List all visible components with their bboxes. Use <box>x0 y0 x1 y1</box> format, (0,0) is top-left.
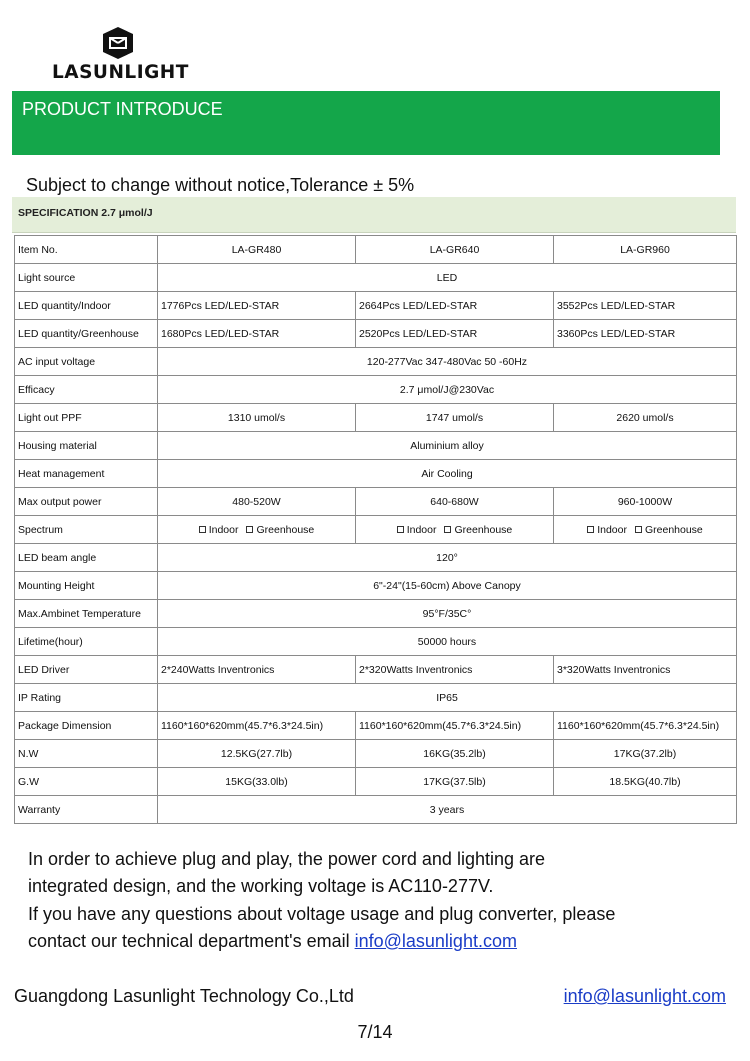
row-label: Light out PPF <box>15 404 158 432</box>
cell-gr960: 3*320Watts Inventronics <box>554 656 737 684</box>
table-row <box>15 376 737 404</box>
checkbox-greenhouse <box>444 526 451 533</box>
checkbox-label: Greenhouse <box>256 523 315 536</box>
voltage-note <box>28 846 728 955</box>
table-row <box>15 544 737 572</box>
cell-gr480: 2*240Watts Inventronics <box>158 656 356 684</box>
box-logo-icon <box>100 26 136 60</box>
row-label: Spectrum <box>15 516 158 544</box>
note-line: If you have any questions about voltage usage and plug converter, please <box>28 903 616 924</box>
row-label: LED Driver <box>15 656 158 684</box>
cell-value: 2.7 μmol/J@230Vac <box>158 376 737 404</box>
cell-gr960: LA-GR960 <box>554 236 737 264</box>
table-row <box>15 712 737 740</box>
page-number: 7/14 <box>357 1022 393 1042</box>
checkbox-label: Greenhouse <box>644 523 703 536</box>
note-line: In order to achieve plug and play, the power cord and lighting are <box>28 849 545 869</box>
row-label: LED quantity/Indoor <box>15 292 158 320</box>
cell-value: 120° <box>158 544 737 572</box>
spec-table <box>14 235 737 824</box>
note-line <box>28 928 728 955</box>
cell-gr640: 17KG(37.5lb) <box>356 768 554 796</box>
checkbox-indoor <box>199 526 206 533</box>
row-label: Package Dimension <box>15 712 158 740</box>
cell-gr480: 1776Pcs LED/LED-STAR <box>158 292 356 320</box>
row-label: AC input voltage <box>15 348 158 376</box>
row-label: Warranty <box>15 796 158 824</box>
cell-value: IP65 <box>158 684 737 712</box>
cell-gr960: 3360Pcs LED/LED-STAR <box>554 320 737 348</box>
table-row <box>15 348 737 376</box>
cell-value: Air Cooling <box>158 460 737 488</box>
row-label: Max.Ambinet Temperature <box>15 600 158 628</box>
cell-value: 3 years <box>158 796 737 824</box>
row-label: Efficacy <box>15 376 158 404</box>
table-row <box>15 684 737 712</box>
checkbox-label: Indoor <box>597 523 627 536</box>
checkbox-greenhouse <box>246 526 253 533</box>
spectrum-options-gr480 <box>158 516 356 544</box>
cell-gr960: 2620 umol/s <box>554 404 737 432</box>
cell-gr640: 16KG(35.2lb) <box>356 740 554 768</box>
spec-title: SPECIFICATION 2.7 μmol/J <box>18 207 153 219</box>
cell-gr960: 3552Pcs LED/LED-STAR <box>554 292 737 320</box>
checkbox-label: Indoor <box>208 523 239 536</box>
cell-gr640: 2*320Watts Inventronics <box>356 656 554 684</box>
email-link[interactable]: info@lasunlight.com <box>354 930 517 951</box>
cell-value: Aluminium alloy <box>158 432 737 460</box>
product-banner <box>12 91 720 155</box>
cell-value: 50000 hours <box>158 628 737 656</box>
table-row <box>15 320 737 348</box>
brand-logo <box>52 24 189 86</box>
note-line-prefix: contact our technical department's email <box>28 930 355 951</box>
cell-gr960: 18.5KG(40.7lb) <box>554 768 737 796</box>
cell-gr640: LA-GR640 <box>356 236 554 264</box>
cell-gr640: 2520Pcs LED/LED-STAR <box>356 320 554 348</box>
cell-gr480: 12.5KG(27.7lb) <box>158 740 356 768</box>
row-label: LED beam angle <box>15 544 158 572</box>
row-label: N.W <box>15 740 158 768</box>
spectrum-options-gr960 <box>554 516 737 544</box>
table-row <box>15 656 737 684</box>
checkbox-greenhouse <box>635 526 642 533</box>
table-row <box>15 404 737 432</box>
row-label: Housing material <box>15 432 158 460</box>
cell-gr480: 1680Pcs LED/LED-STAR <box>158 320 356 348</box>
table-row <box>15 768 737 796</box>
brand-name: LASUNLIGHT <box>52 62 189 83</box>
row-label: Item No. <box>15 236 158 264</box>
note-line: integrated design, and the working voltage is AC110-277V. <box>28 876 494 897</box>
table-row <box>15 432 737 460</box>
cell-gr480: 480-520W <box>158 488 356 516</box>
cell-gr480: 1160*160*620mm(45.7*6.3*24.5in) <box>158 712 356 740</box>
table-row <box>15 236 737 264</box>
cell-gr640: 1747 umol/s <box>356 404 554 432</box>
row-label: Mounting Height <box>15 572 158 600</box>
banner-title: PRODUCT INTRODUCE <box>22 99 223 119</box>
table-row <box>15 740 737 768</box>
cell-value: 95°F/35C° <box>158 600 737 628</box>
cell-gr480: LA-GR480 <box>158 236 356 264</box>
table-row <box>15 264 737 292</box>
checkbox-indoor <box>397 526 404 533</box>
cell-gr960: 1160*160*620mm(45.7*6.3*24.5in) <box>554 712 737 740</box>
row-label: Heat management <box>15 460 158 488</box>
cell-value: LED <box>158 264 737 292</box>
row-label: Lifetime(hour) <box>15 628 158 656</box>
spectrum-options-gr640 <box>356 516 554 544</box>
row-label: Light source <box>15 264 158 292</box>
row-label: IP Rating <box>15 684 158 712</box>
cell-gr640: 1160*160*620mm(45.7*6.3*24.5in) <box>356 712 554 740</box>
table-row <box>15 292 737 320</box>
cell-value: 6"-24"(15-60cm) Above Canopy <box>158 572 737 600</box>
cell-gr640: 640-680W <box>356 488 554 516</box>
row-label: LED quantity/Greenhouse <box>15 320 158 348</box>
checkbox-label: Indoor <box>406 523 437 536</box>
cell-gr960: 960-1000W <box>554 488 737 516</box>
cell-gr640: 2664Pcs LED/LED-STAR <box>356 292 554 320</box>
table-row <box>15 516 737 544</box>
cell-gr480: 15KG(33.0lb) <box>158 768 356 796</box>
table-row <box>15 600 737 628</box>
table-row <box>15 488 737 516</box>
footer-email-link[interactable]: info@lasunlight.com <box>563 986 726 1006</box>
checkbox-indoor <box>587 526 594 533</box>
table-row <box>15 628 737 656</box>
cell-gr960: 17KG(37.2lb) <box>554 740 737 768</box>
cell-gr480: 1310 umol/s <box>158 404 356 432</box>
row-label: Max output power <box>15 488 158 516</box>
table-row <box>15 796 737 824</box>
change-notice: Subject to change without notice,Tolerance ± 5% <box>26 175 415 195</box>
cell-value: 120-277Vac 347-480Vac 50 -60Hz <box>158 348 737 376</box>
table-row <box>15 572 737 600</box>
spec-header <box>12 197 736 233</box>
footer-company: Guangdong Lasunlight Technology Co.,Ltd <box>14 986 354 1006</box>
checkbox-label: Greenhouse <box>454 523 513 536</box>
row-label: G.W <box>15 768 158 796</box>
table-row <box>15 460 737 488</box>
